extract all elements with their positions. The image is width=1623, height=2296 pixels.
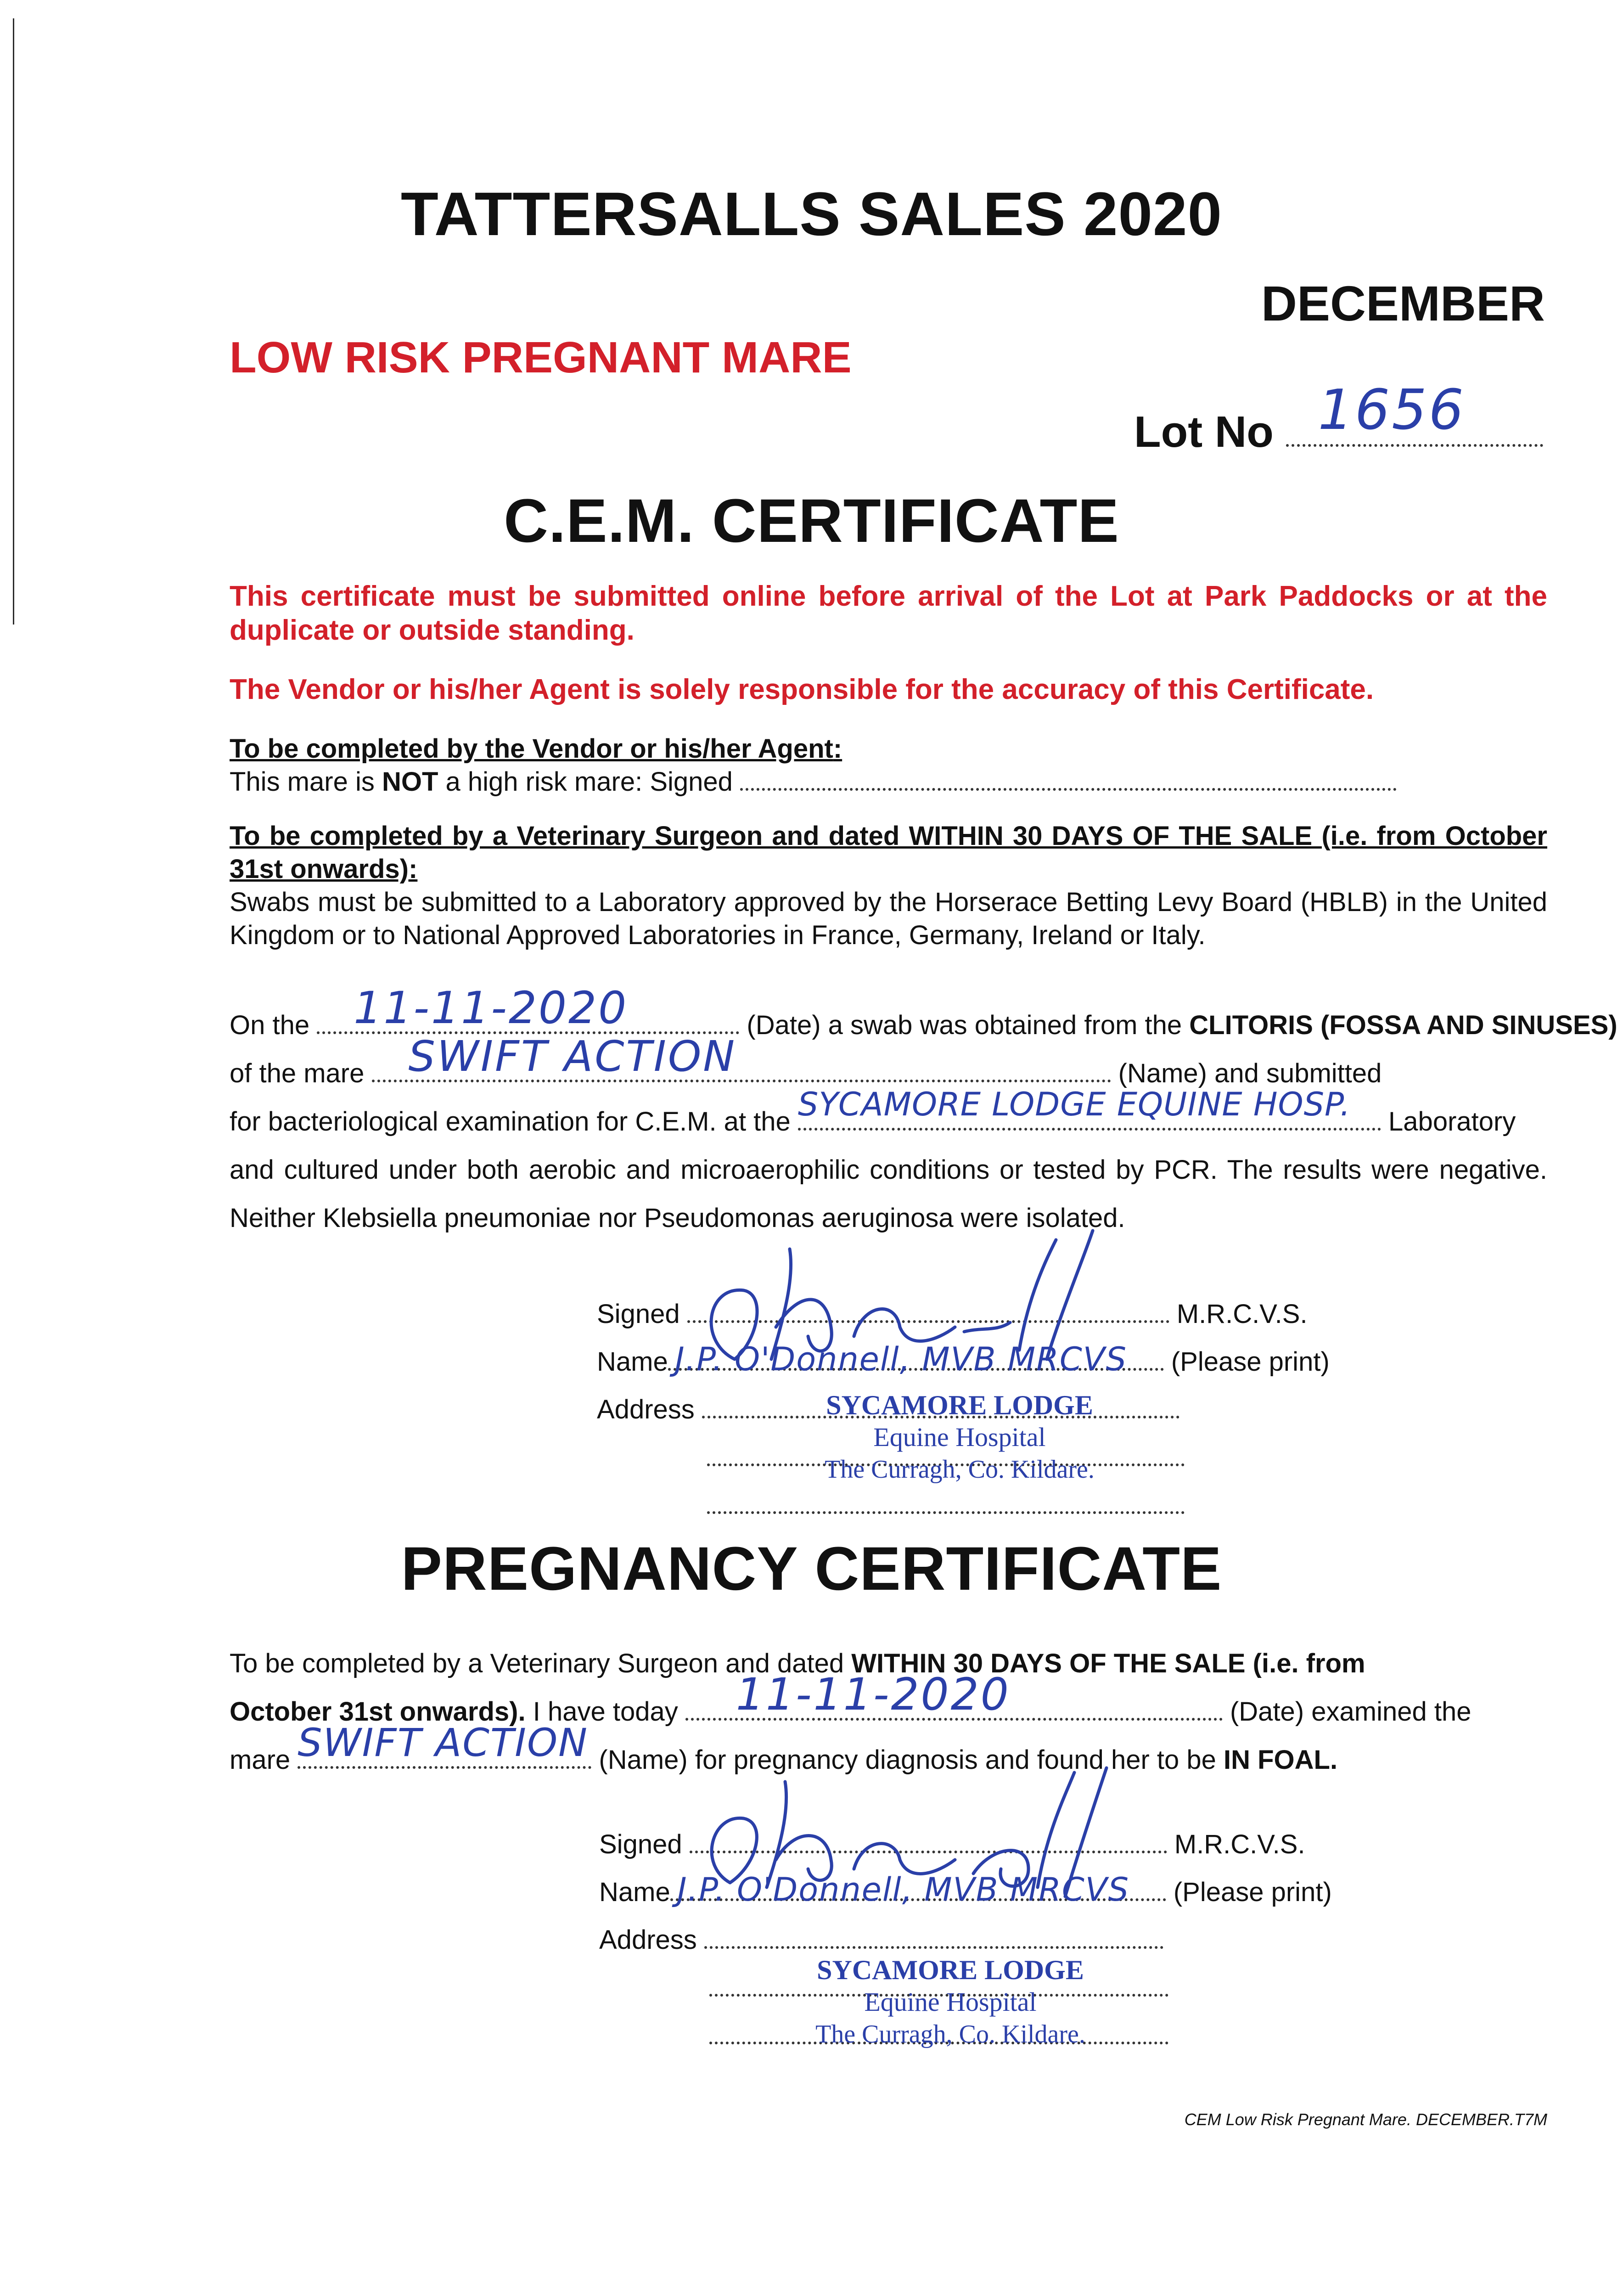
- pregnancy-statement: To be completed by a Veterinary Surgeon and dated WITHIN 30 DAYS OF THE SALE (i.e. from October 31st onwards). I have today 11-11-2020 (Date) examined the mare SWIFT ACTION (Name) for pregnancy diagnosis and found her to be IN FOAL.: [230, 1649, 1471, 1775]
- vendor-section: [230, 732, 1397, 799]
- pregnancy-certificate-title: PREGNANCY CERTIFICATE: [401, 1535, 1222, 1603]
- lot-number-line: [1134, 378, 1543, 457]
- laboratory-name-value: SYCAMORE LODGE EQUINE HOSP.: [797, 1086, 1351, 1123]
- sale-name: DECEMBER: [1261, 276, 1545, 331]
- swab-statement: On the 11-11-2020 (Date) a swab was obtained from the CLITORIS (FOSSA AND SINUSES) of the mare SWIFT ACTION (Name) and submitted for bacteriological examination for C.E.M. at the SYCAMORE LODGE EQUINE HOSP. Laboratory and cultured under both aerobic and microaerophilic conditions or tested by PCR. The results were negative. Neither Klebsiella pneumoniae nor Pseudomonas aeruginosa were isolated.: [230, 1001, 1547, 1242]
- pregnancy-date-value: 11-11-2020: [736, 1669, 1011, 1720]
- lot-label: Lot No: [1134, 407, 1274, 456]
- vet-heading: To be completed by a Veterinary Surgeon and dated WITHIN 30 DAYS OF THE SALE (i.e. from October 31st onwards):: [230, 821, 1547, 884]
- submission-notice: This certificate must be submitted online before arrival of the Lot at Park Paddocks or at the duplicate or outside standing.: [230, 580, 1547, 646]
- lot-number-value: 1656: [1318, 378, 1466, 442]
- pregnancy-vet-name-value: J.P. O'Donnell, MVB MRCVS: [677, 1871, 1130, 1908]
- cem-signature-block: Signed M.R.C.V.S. Name (Please print) J.P. O'Donnell, MVB MRCVS Address: [597, 1290, 1330, 1529]
- pregnancy-mare-name-value: SWIFT ACTION: [298, 1720, 588, 1765]
- document-title: TATTERSALLS SALES 2020: [400, 180, 1223, 248]
- cem-mare-name-value: SWIFT ACTION: [408, 1032, 737, 1081]
- vet-section: [230, 820, 1547, 952]
- mare-category: LOW RISK PREGNANT MARE: [230, 333, 852, 382]
- cem-certificate-title: C.E.M. CERTIFICATE: [504, 487, 1119, 555]
- form-reference: CEM Low Risk Pregnant Mare. DECEMBER.T7M: [1184, 2110, 1547, 2129]
- swab-instructions: Swabs must be submitted to a Laboratory approved by the Horserace Betting Levy Board (HBLB) in the United Kingdom or to National Approved Laboratories in France, Germany, Ireland or Italy.: [230, 887, 1547, 950]
- swab-date-value: 11-11-2020: [354, 982, 629, 1034]
- cem-vet-name-value: J.P. O'Donnell, MVB MRCVS: [675, 1340, 1128, 1378]
- vendor-declaration: This mare is NOT a high risk mare: Signed: [230, 765, 1397, 799]
- pregnancy-signature-scribble: [680, 1759, 1185, 1910]
- culture-results: and cultured under both aerobic and microaerophilic conditions or tested by PCR. The results were negative. Neither Klebsiella pneumoniae nor Pseudomonas aeruginosa were isolated.: [230, 1155, 1547, 1233]
- cem-practice-stamp: SYCAMORE LODGE Equine Hospital The Curragh, Co. Kildare.: [825, 1390, 1095, 1484]
- responsibility-notice: The Vendor or his/her Agent is solely responsible for the accuracy of this Certificate.: [230, 674, 1374, 705]
- vendor-heading: To be completed by the Vendor or his/her Agent:: [230, 734, 842, 764]
- cem-signature-scribble: [680, 1221, 1185, 1387]
- pregnancy-practice-stamp: SYCAMORE LODGE Equine Hospital The Curragh, Co. Kildare.: [815, 1955, 1085, 2048]
- vendor-signature-line: [740, 783, 1397, 791]
- pregnancy-signature-block: Signed M.R.C.V.S. Name (Please print) J.P. O'Donnell, MVB MRCVS Address: [599, 1821, 1332, 2060]
